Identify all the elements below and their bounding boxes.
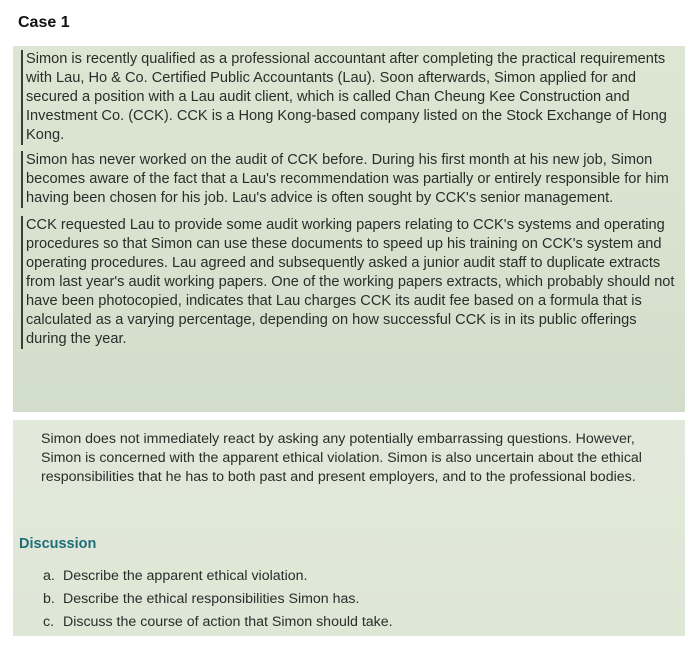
question-a (43, 566, 393, 587)
question-text: Describe the ethical responsibilities Simon has. (62, 591, 360, 607)
case-text-photo (13, 46, 685, 412)
question-c (43, 612, 393, 633)
discussion-questions (43, 566, 393, 635)
concern-and-discussion-section (13, 420, 685, 636)
case-title: Case 1 (18, 14, 70, 31)
question-letter: b. (43, 591, 55, 607)
question-letter: a. (43, 568, 55, 584)
question-text: Describe the apparent ethical violation. (62, 568, 308, 584)
question-text: Discuss the course of action that Simon should take. (62, 614, 393, 630)
paragraph-1: Simon is recently qualified as a professional accountant after completing the practical requirements with Lau, Ho & Co. Certified Public Accountants (Lau). Soon afterwards, Simon applied for and secured a position with a Lau audit client, which is called Chan Cheung Kee Construction and Investment Co. (CCK). CCK is a Hong Kong-based company listed on the Stock Exchange of Hong Kong. (21, 50, 675, 145)
question-letter: c. (43, 614, 55, 630)
paragraph-4: Simon does not immediately react by asking any potentially embarrassing questions. However, Simon is concerned with the apparent ethical violation. Simon is also uncertain about the ethical responsibilities that he has to both past and present employers, and to the professional bodies. (41, 431, 642, 485)
discussion-heading: Discussion (19, 536, 97, 552)
paragraph-3: CCK requested Lau to provide some audit working papers relating to CCK's systems and operating procedures so that Simon can use these documents to speed up his training on CCK's system and operating procedures. Lau agreed and subsequently asked a junior audit staff to duplicate extracts from last year's audit working papers. One of the working papers extracts, which probably should not have been photocopied, indicates that Lau charges CCK its audit fee based on a formula that is calculated as a varying percentage, depending on how successful CCK is in its public offerings during the year. (21, 216, 675, 349)
paragraph-2: Simon has never worked on the audit of CCK before. During his first month at his new job, Simon becomes aware of the fact that a Lau's recommendation was partially or entirely responsible for him having been chosen for his job. Lau's advice is often sought by CCK's senior management. (21, 151, 675, 208)
question-b (43, 589, 393, 610)
